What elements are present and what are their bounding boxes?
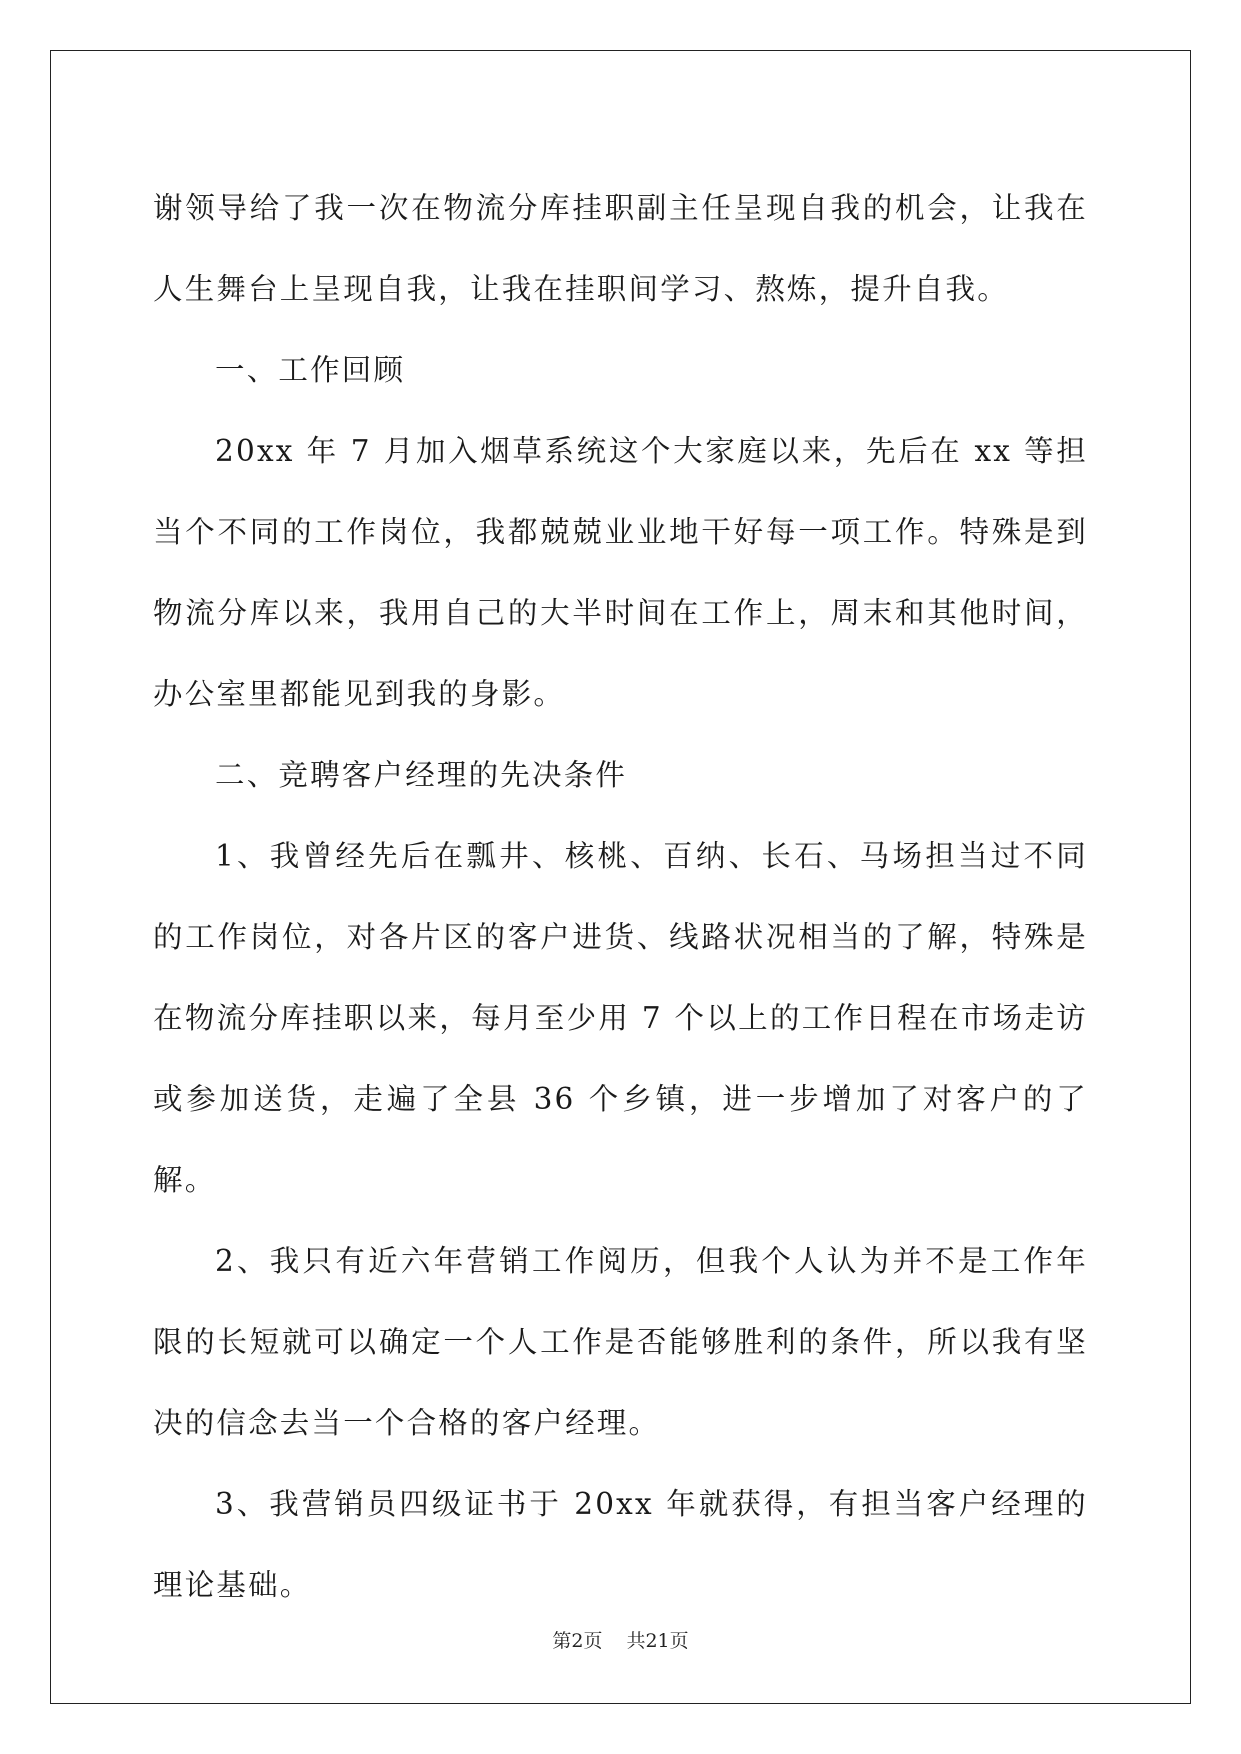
- paragraph-point-3: 3、我营销员四级证书于 20xx 年就获得，有担当客户经理的理论基础。: [153, 1487, 1088, 1602]
- total-pages: 共21页: [626, 1630, 689, 1652]
- paragraph-point-1: 1、我曾经先后在瓢井、核桃、百纳、长石、马场担当过不同的工作岗位，对各片区的客户进货、线路状况相当的了解，特殊是在物流分库挂职以来，每月至少用 7 个以上的工作日程在市场走访或参加送货，走遍了全县 36 个乡镇，进一步增加了对客户的了解。: [153, 839, 1088, 1197]
- paragraph-point-2: 2、我只有近六年营销工作阅历，但我个人认为并不是工作年限的长短就可以确定一个人工作是否能够胜利的条件，所以我有坚决的信念去当一个合格的客户经理。: [153, 1244, 1088, 1440]
- paragraph-intro-continued: 谢领导给了我一次在物流分库挂职副主任呈现自我的机会，让我在人生舞台上呈现自我，让我在挂职间学习、熬炼，提升自我。: [153, 191, 1088, 306]
- page-footer: [0, 1626, 1241, 1653]
- document-body: [153, 168, 1088, 1626]
- section-heading-prerequisites: 二、竞聘客户经理的先决条件: [215, 758, 628, 792]
- page-number: 第2页: [552, 1630, 603, 1652]
- section-heading-work-review: 一、工作回顾: [215, 353, 406, 387]
- paragraph-work-review: 20xx 年 7 月加入烟草系统这个大家庭以来，先后在 xx 等担当个不同的工作岗位，我都兢兢业业地干好每一项工作。特殊是到物流分库以来，我用自己的大半时间在工作上，周末和其他时间，办公室里都能见到我的身影。: [153, 434, 1088, 711]
